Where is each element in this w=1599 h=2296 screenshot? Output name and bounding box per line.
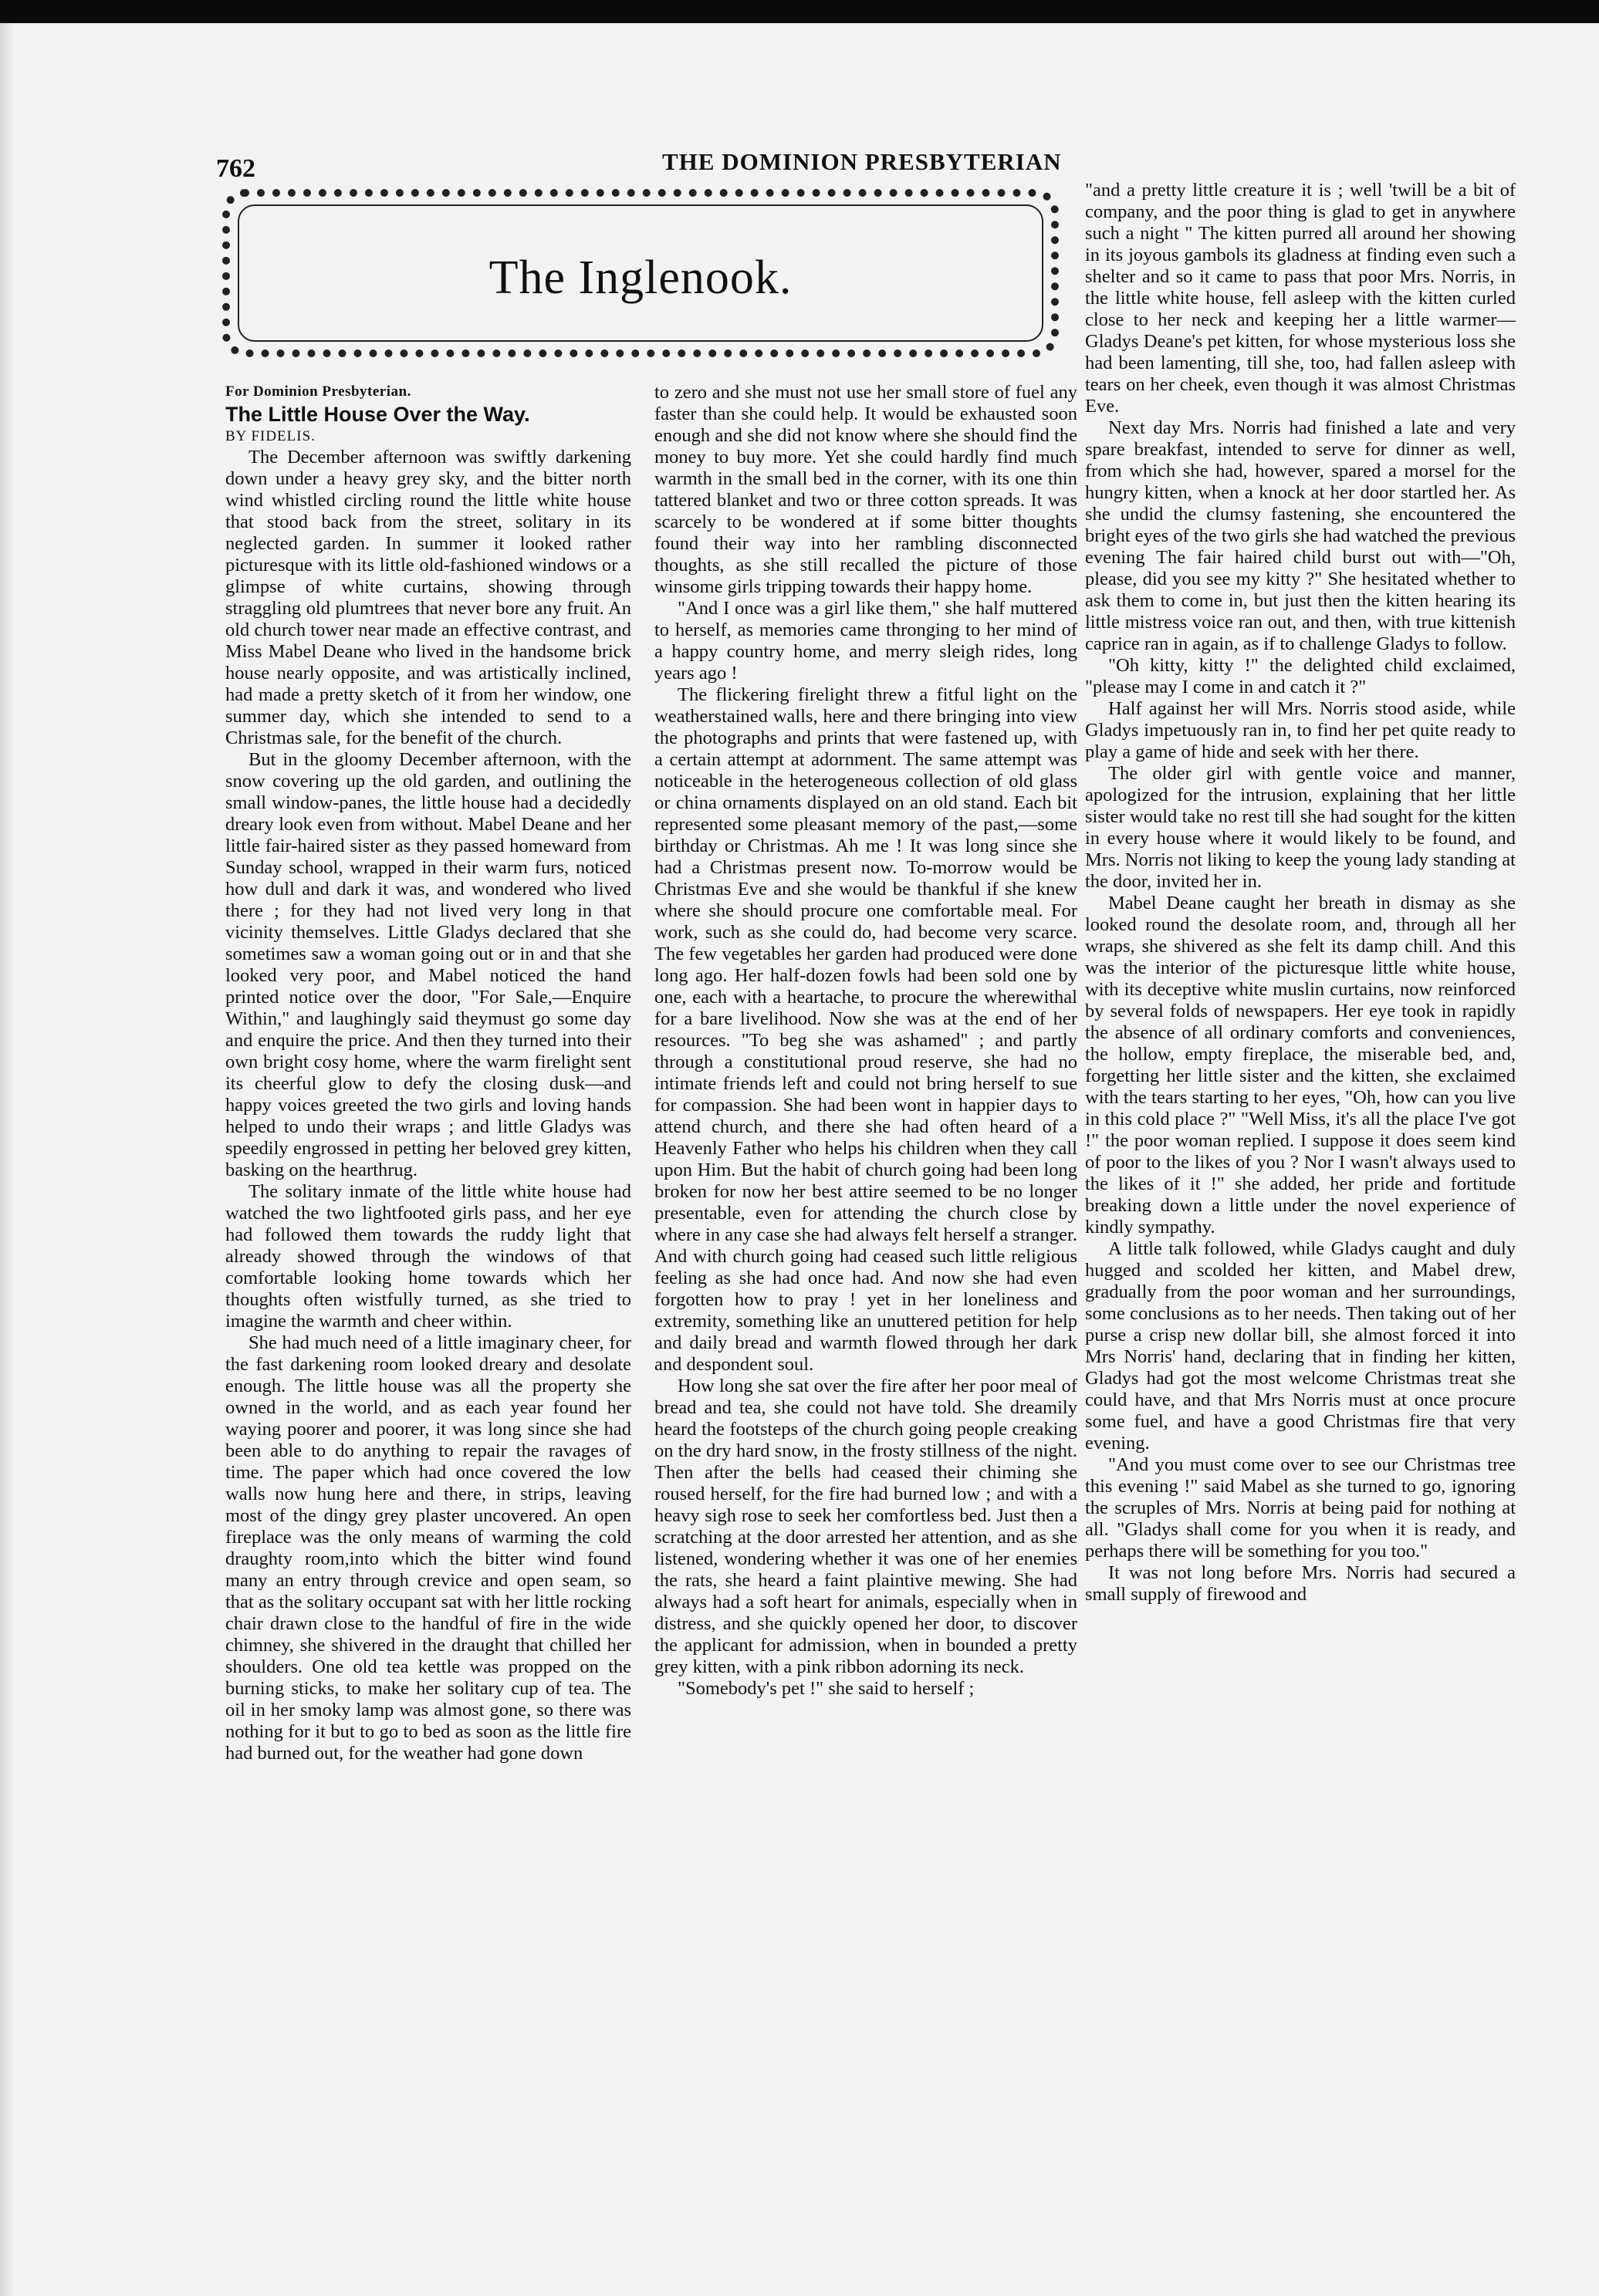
article-column-3 bbox=[1085, 180, 1516, 1606]
scan-top-border bbox=[0, 0, 1599, 23]
section-title-box bbox=[222, 189, 1059, 357]
paragraph: How long she sat over the fire after her poor meal of bread and tea, she could not have told. She dreamily heard the footsteps of the church going people creaking on the dry hard snow, in the frosty stillness of the night. Then after the bells had ceased their chiming she roused herself, for the fire had burned low ; and with a heavy sigh rose to seek her comfortless bed. Just then a scratching at the door arrested her attention, and as she listened, wondering whether it was one of her enemies the rats, she heard a faint plaintive mewing. She had always had a soft heart for animals, especially when in distress, and she quickly opened her door, to discover the applicant for admission, when in bounded a pretty grey kitten, with a pink ribbon adorning its neck. bbox=[654, 1376, 1077, 1677]
scan-left-shadow bbox=[0, 23, 14, 2296]
paragraph: "And I once was a girl like them," she half muttered to herself, as memories came thronging to her mind of a happy country home, and merry sleigh rides, long years ago ! bbox=[654, 598, 1077, 684]
paragraph: "Somebody's pet !" she said to herself ; bbox=[678, 1678, 975, 1699]
paragraph: "And you must come over to see our Christmas tree this evening !" said Mabel as she turned to go, ignoring the scruples of Mrs. Norris at being paid for nothing at all. "Gladys shall come for you when it is ready, and perhaps there will be something for you too." bbox=[1085, 1454, 1516, 1562]
kicker: For Dominion Presbyterian. bbox=[225, 383, 411, 400]
paragraph: Mabel Deane caught her breath in dismay as she looked round the desolate room, and, through all her wraps, she shivered as she felt its damp chill. And this was the interior of the picturesque little white house, with its deceptive white muslin curtains, now reinforced by several folds of newspapers. Her eye took in rapidly the absence of all ordinary comforts and conveniences, the hollow, empty fireplace, the miserable bed, and, forgetting her little sister and the kitten, she exclaimed with the tears starting to her eyes, "Oh, how can you live in this cold place ?" "Well Miss, it's all the place I've got !" the poor woman replied. I suppose it does seem kind of poor to the likes of you ? Nor I wasn't always used to the likes of it !" she added, her pride and fortitude breaking down a little under the novel experience of kindly sympathy. bbox=[1085, 893, 1516, 1237]
paragraph: The December afternoon was swiftly darkening down under a heavy grey sky, and the bitter north wind whistled circling round the little white house that stood back from the street, solitary in its neglected garden. In summer it looked rather picturesque with its little old-fashioned windows or a glimpse of white curtains, showing through straggling old plumtrees that never bore any fruit. An old church tower near made an effective contrast, and Miss Mabel Deane who lived in the handsome brick house nearly opposite, and was artistically inclined, had made a pretty sketch of it from her window, one summer day, which she intended to send to a Christmas sale, for the benefit of the church. bbox=[225, 447, 631, 748]
byline: BY FIDELIS. bbox=[225, 428, 316, 444]
paragraph: It was not long before Mrs. Norris had secured a small supply of firewood and bbox=[1085, 1562, 1516, 1605]
story-title: The Little House Over the Way. bbox=[225, 403, 530, 426]
section-title: The Inglenook. bbox=[488, 252, 793, 304]
article-column-1 bbox=[225, 382, 631, 1764]
page-number: 762 bbox=[216, 154, 255, 183]
paragraph: Next day Mrs. Norris had finished a late and very spare breakfast, intended to serve for dinner as well, from which she had, however, spared a morsel for the hungry kitten, when a knock at her door startled her. As she undid the clumsy fastening, she encountered the bright eyes of the two girls she had watched the previous evening The fair haired child burst out with—"Oh, please, did you see my kitty ?" She hesitated whether to ask them to come in, but just then the kitten hearing its little mistress voice ran out, and then, with true kittenish caprice ran in again, as if to challenge Gladys to follow. bbox=[1085, 417, 1516, 654]
paragraph: "Oh kitty, kitty !" the delighted child exclaimed, "please may I come in and catch it ?" bbox=[1085, 655, 1516, 697]
paragraph: A little talk followed, while Gladys caught and duly hugged and scolded her kitten, and Mabel drew, gradually from the poor woman and her surroundings, some conclusions as to her needs. Then taking out of her purse a crisp new dollar bill, she almost forced it into Mrs Norris' hand, declaring that in finding her kitten, Gladys had got the most welcome Christmas treat she could have, and that Mrs Norris must at once procure some fuel, and have a good Christmas fire that very evening. bbox=[1085, 1238, 1516, 1454]
paragraph: She had much need of a little imaginary cheer, for the fast darkening room looked dreary and desolate enough. The little house was all the property she owned in the world, and as each year found her waying poorer and poorer, it was long since she had been able to do anything to repair the ravages of time. The paper which had once covered the low walls now hung here and there, in strips, leaving most of the dingy grey plaster uncovered. An open fireplace was the only means of warming the cold draughty room,into which the bitter wind found many an entry through crevice and open seam, so that as the solitary occupant sat with her little rocking chair drawn close to the handful of fire in the wide chimney, she shivered in the draught that chilled her shoulders. One old tea kettle was propped on the burning sticks, to make her solitary cup of tea. The oil in her smoky lamp was almost gone, so there was nothing for it but to go to bed as soon as the little fire had burned out, for the weather had gone down bbox=[225, 1332, 631, 1764]
paragraph: "and a pretty little creature it is ; well 'twill be a bit of company, and the poor thing is glad to get in anywhere such a night " The kitten purred all around her showing in its joyous gambols its gladness at finding even such a shelter and so it came to pass that poor Mrs. Norris, in the little white house, fell asleep with the kitten curled close to her neck and keeping her a little warmer—Gladys Deane's pet kitten, for whose mysterious loss she had been lamenting, till she, too, had fallen asleep with tears on her cheek, even though it was almost Christmas Eve. bbox=[1085, 180, 1516, 417]
paragraph: The flickering firelight threw a fitful light on the weatherstained walls, here and there bringing into view the photographs and prints that were fastened up, with a certain attempt at adornment. The same attempt was noticeable in the heterogeneous collection of old glass or china ornaments displayed on an old stand. Each bit represented some pleasant memory of the past,—some birthday or Christmas. Ah me ! It was long since she had a Christmas present now. To-morrow would be Christmas Eve and she would be thankful if she knew where she should procure one comfortable meal. For work, such as she could do, had become very scarce. The few vegetables her garden had produced were done long ago. Her half-dozen fowls had been sold one by one, each with a heartache, to procure the wherewithal for a bare livelihood. Now she was at the end of her resources. "To beg she was ashamed" ; and partly through a constitutional proud reserve, she had no intimate friends left and could not bring herself to sue for compassion. She had been wont in happier days to attend church, and there she had often heard of a Heavenly Father who helps his children when they call upon Him. But the habit of church going had been long broken for now her best attire seemed to be no longer presentable, even for attending the church close by where in any case she had always felt herself a stranger. And with church going had ceased such little religious feeling as she had once had. And now she had even forgotten how to pray ! yet in her loneliness and extremity, something like an unuttered petition for help and daily bread and warmth flowed through her dark and despondent soul. bbox=[654, 684, 1077, 1375]
paragraph: The solitary inmate of the little white house had watched the two lightfooted girls pass, and her eye had followed them towards the ruddy light that already showed through the windows of that comfortable looking home towards which her thoughts often wistfully turned, as she tried to imagine the warmth and cheer within. bbox=[225, 1181, 631, 1332]
paragraph: to zero and she must not use her small store of fuel any faster than she could help. It would be exhausted soon enough and she did not know where she should find the money to buy more. Yet she could hardly find much warmth in the small bed in the corner, with its one thin tattered blanket and two or three cotton spreads. It was scarcely to be wondered at if some bitter thoughts found their way into her rambling disconnected thoughts, as she still recalled the picture of those winsome girls tripping towards their happy home. bbox=[654, 382, 1077, 597]
running-head: THE DOMINION PRESBYTERIAN bbox=[662, 148, 1062, 175]
paragraph: The older girl with gentle voice and manner, apologized for the intrusion, explaining that her little sister would take no rest till she had sought for the kitten in every house where it would likely to be found, and Mrs. Norris not liking to keep the young lady standing at the door, invited her in. bbox=[1085, 763, 1516, 892]
paragraph: But in the gloomy December afternoon, with the snow covering up the old garden, and outlining the small window-panes, the little house had a decidedly dreary look even from without. Mabel Deane and her little fair-haired sister as they passed homeward from Sunday school, wrapped in their warm furs, noticed how dull and dark it was, and wondered who lived there ; for they had not lived very long in that vicinity themselves. Little Gladys declared that she sometimes saw a woman going out or in and that she looked very poor, and Mabel noticed the hand printed notice over the door, "For Sale,—Enquire Within," and laughingly said theymust go some day and enquire the price. And then they turned into their own bright cosy home, where the warm firelight sent its cheerful glow to defy the closing dusk—and happy voices greeted the two girls and loving hands helped to undo their wraps ; and little Gladys was speedily engrossed in petting her beloved grey kitten, basking on the hearthrug. bbox=[225, 749, 631, 1180]
paragraph: Half against her will Mrs. Norris stood aside, while Gladys impetuously ran in, to find her pet quite ready to play a game of hide and seek with her there. bbox=[1085, 698, 1516, 762]
article-column-2 bbox=[654, 382, 1077, 1700]
